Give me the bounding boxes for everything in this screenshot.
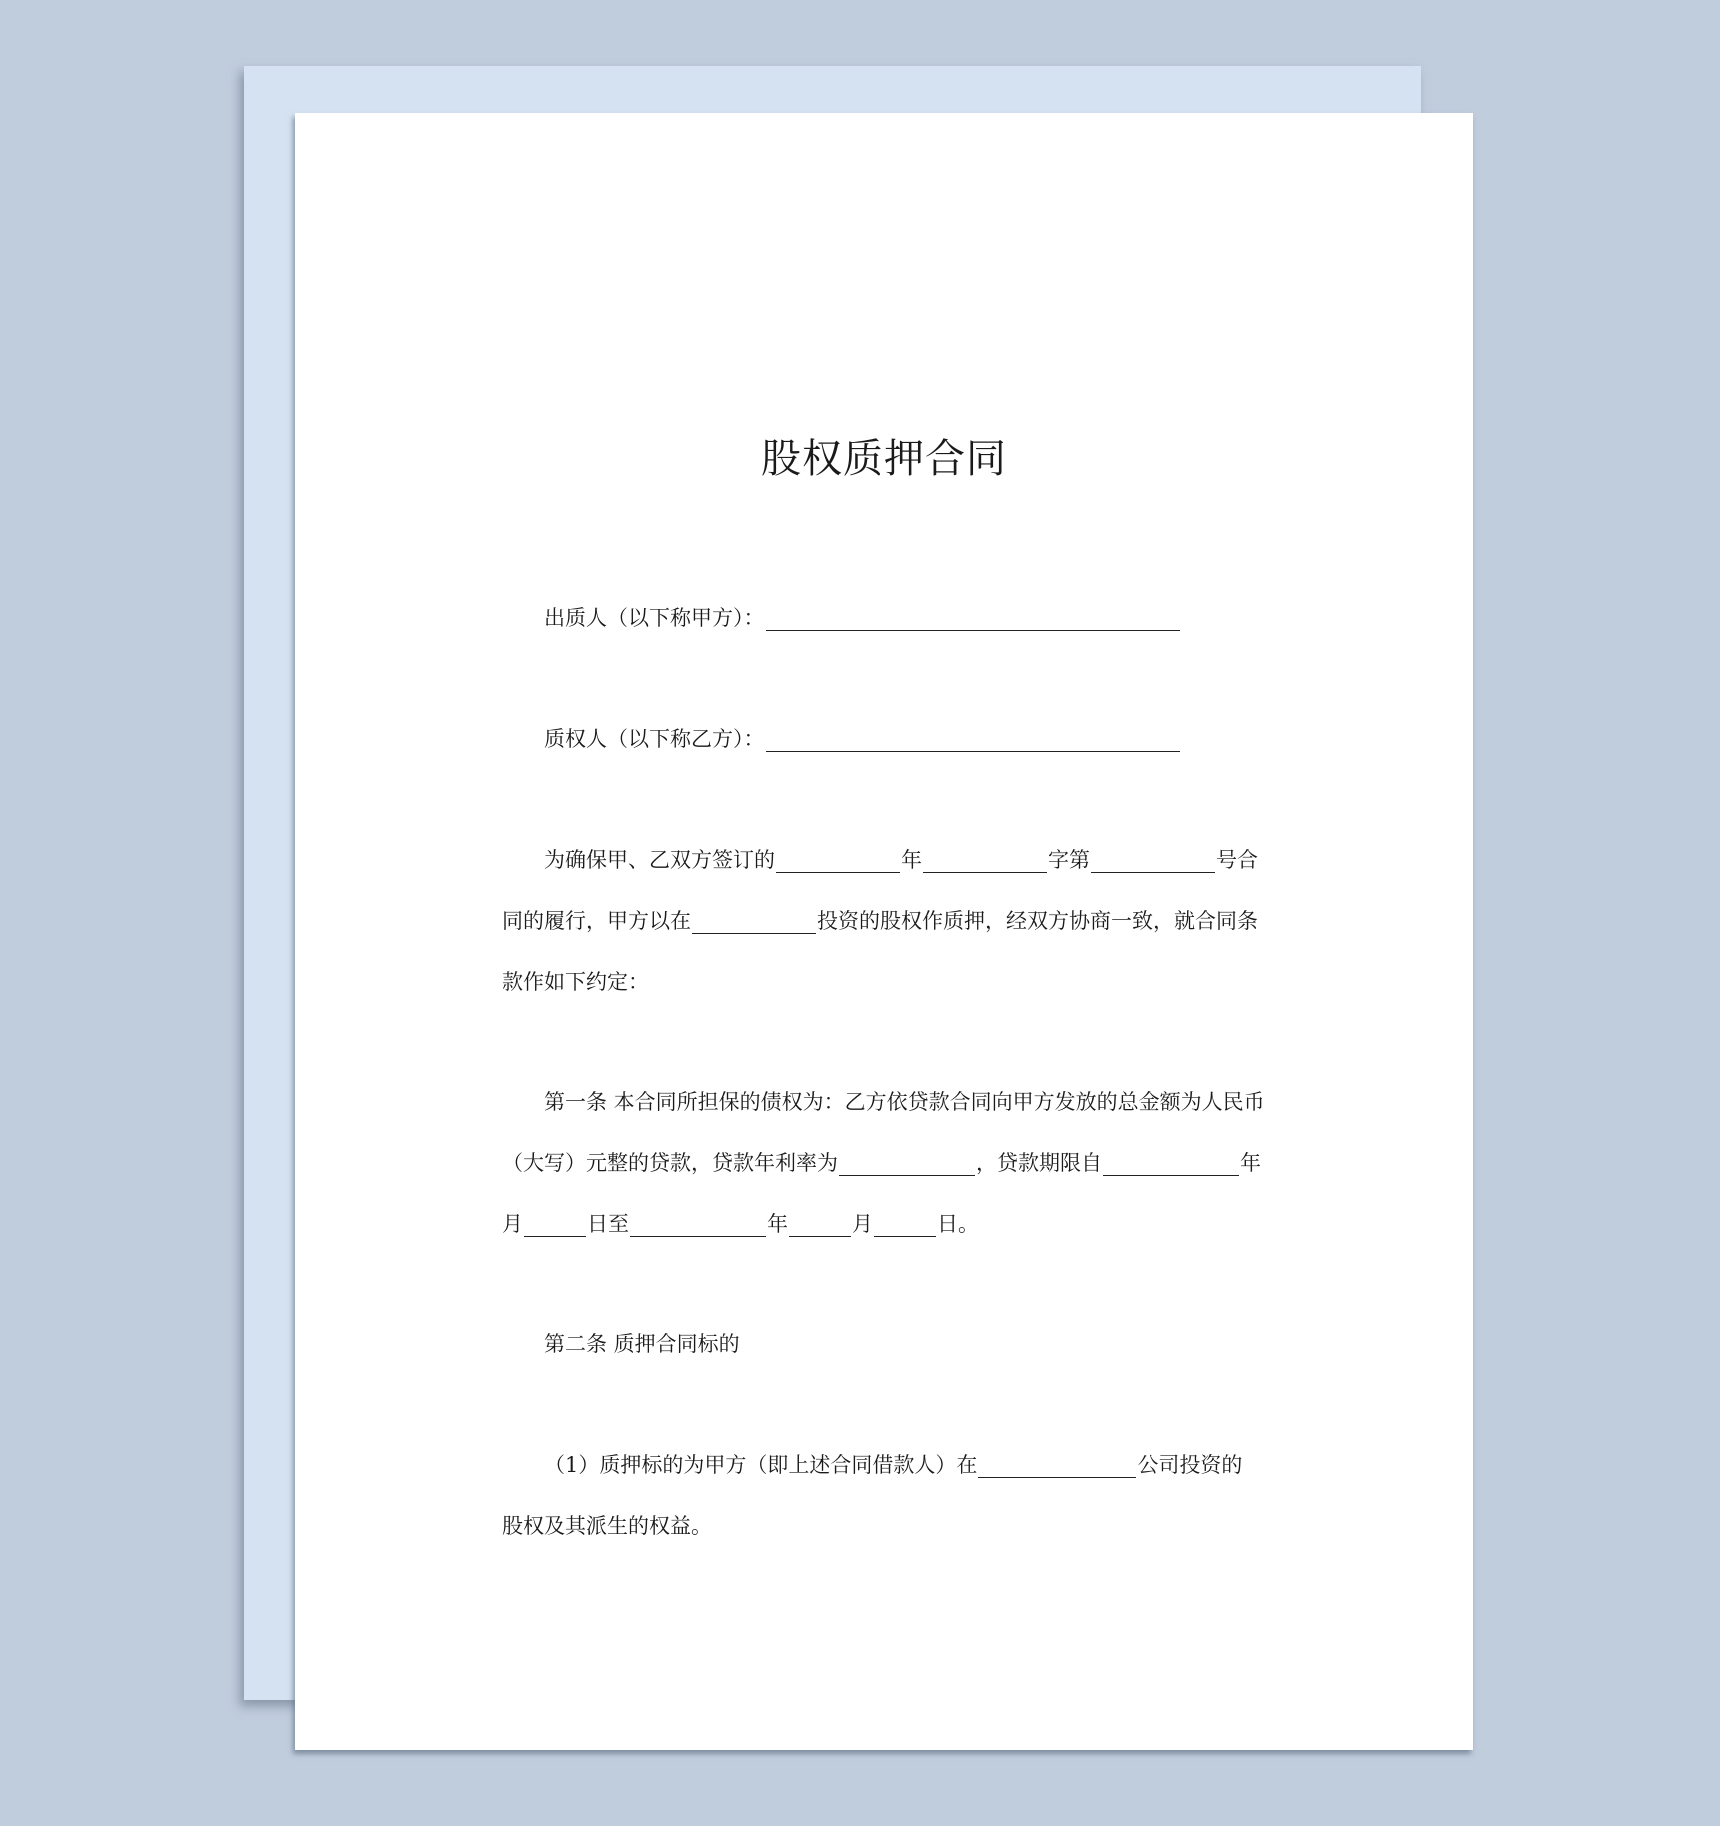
loan-start-year-blank[interactable]	[1103, 1153, 1239, 1176]
preamble-line-1	[544, 847, 1258, 873]
interest-rate-blank[interactable]	[839, 1153, 975, 1176]
article2-heading-text: 第二条 质押合同标的	[544, 1332, 740, 1356]
contract-year-blank[interactable]	[776, 850, 900, 873]
article1-text: 年	[1240, 1151, 1261, 1175]
loan-end-year-blank[interactable]	[630, 1214, 766, 1237]
pledgee-line	[544, 726, 1181, 752]
preamble-text: 号合	[1216, 848, 1258, 872]
article2-text: 股权及其派生的权益。	[502, 1514, 712, 1538]
preamble-text: 字第	[1048, 848, 1090, 872]
article2-heading	[544, 1331, 740, 1357]
article2-text: （1）质押标的为甲方（即上述合同借款人）在	[544, 1453, 978, 1477]
article1-text: 日至	[587, 1212, 629, 1236]
loan-end-month-blank[interactable]	[789, 1214, 851, 1237]
pledgor-label: 出质人（以下称甲方）：	[544, 606, 765, 630]
document-title: 股权质押合同	[761, 436, 1007, 482]
pledgor-line	[544, 605, 1181, 631]
article1-text: （大写）元整的贷款，贷款年利率为	[502, 1151, 838, 1175]
pledgee-blank-field[interactable]	[766, 729, 1180, 752]
contract-number-blank[interactable]	[1091, 850, 1215, 873]
article1-line-1	[544, 1089, 1265, 1115]
article1-text: ，贷款期限自	[976, 1151, 1102, 1175]
pledged-company-blank[interactable]	[978, 1455, 1136, 1478]
preamble-text: 为确保甲、乙双方签订的	[544, 848, 775, 872]
article1-text: 第一条 本合同所担保的债权为：乙方依贷款合同向甲方发放的总金额为人民币	[544, 1090, 1265, 1114]
preamble-text: 款作如下约定：	[502, 970, 649, 994]
loan-start-day-blank[interactable]	[524, 1214, 586, 1237]
preamble-line-2	[502, 908, 1258, 934]
article1-line-3	[502, 1211, 979, 1237]
preamble-text: 投资的股权作质押，经双方协商一致，就合同条	[817, 909, 1258, 933]
investment-company-blank[interactable]	[692, 911, 816, 934]
preamble-text: 同的履行，甲方以在	[502, 909, 691, 933]
pledgee-label: 质权人（以下称乙方）：	[544, 727, 765, 751]
article2-text: 公司投资的	[1137, 1453, 1243, 1477]
preamble-line-3	[502, 969, 649, 995]
document-page	[295, 113, 1473, 1750]
article1-line-2	[502, 1150, 1261, 1176]
loan-end-day-blank[interactable]	[874, 1214, 936, 1237]
article1-text: 日。	[937, 1212, 979, 1236]
article2-item1-line-1	[544, 1452, 1242, 1478]
preamble-text: 年	[901, 848, 922, 872]
article1-text: 月	[852, 1212, 873, 1236]
pledgor-blank-field[interactable]	[766, 608, 1180, 631]
contract-word-blank[interactable]	[923, 850, 1047, 873]
article1-text: 年	[767, 1212, 788, 1236]
article1-text: 月	[502, 1212, 523, 1236]
article2-item1-line-2	[502, 1513, 712, 1539]
